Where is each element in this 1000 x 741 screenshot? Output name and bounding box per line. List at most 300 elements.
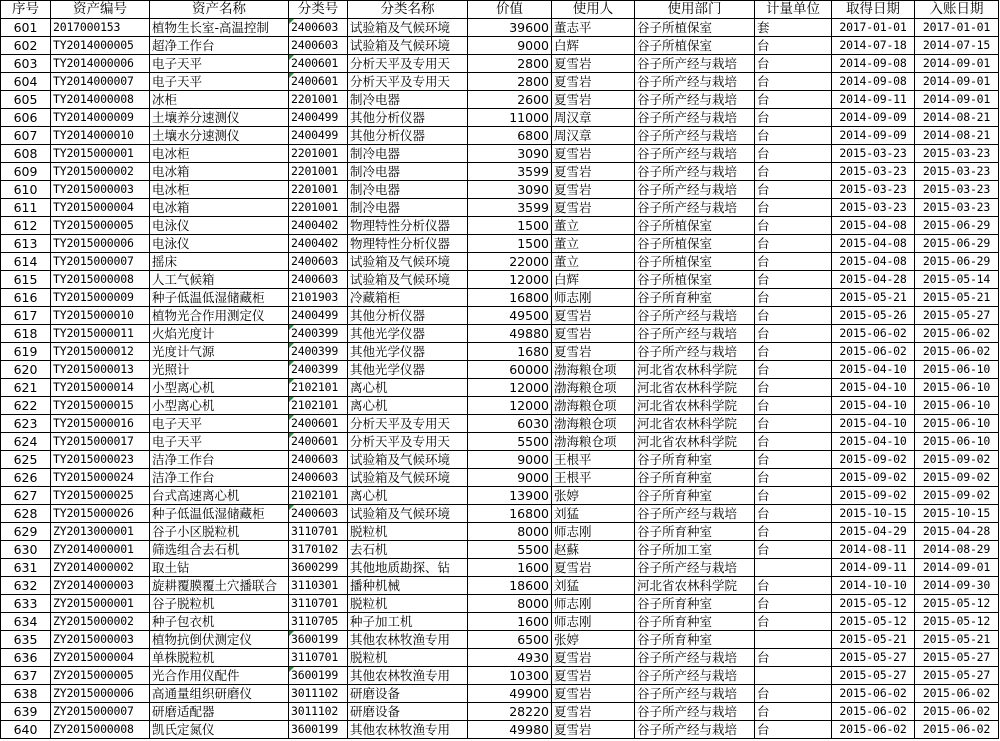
category-code-cell: 2102101 <box>289 487 348 505</box>
unit-cell: 台 <box>755 361 832 379</box>
seq-cell: 629 <box>1 523 51 541</box>
entry-date-cell: 2015-06-10 <box>915 433 999 451</box>
unit-cell: 台 <box>755 217 832 235</box>
asset-name-cell: 洁净工作台 <box>150 469 289 487</box>
asset-id-cell: TY2015000002 <box>51 163 150 181</box>
user-cell: 夏雪岩 <box>552 55 635 73</box>
header-cell: 分类号 <box>289 1 348 19</box>
category-code-cell: 3600199 <box>289 721 348 739</box>
asset-name-cell: 电泳仪 <box>150 235 289 253</box>
asset-id-cell: TY2014000008 <box>51 91 150 109</box>
value-cell: 11000 <box>468 109 552 127</box>
category-code-cell: 2201001 <box>289 199 348 217</box>
category-name-cell: 其他农林牧渔专用 <box>348 721 468 739</box>
asset-id-cell: TY2015000012 <box>51 343 150 361</box>
entry-date-cell: 2014-09-01 <box>915 55 999 73</box>
header-cell: 序号 <box>1 1 51 19</box>
table-row <box>1 181 999 199</box>
asset-name-cell: 电子天平 <box>150 415 289 433</box>
category-code-cell: 2400603 <box>289 271 348 289</box>
table-row <box>1 73 999 91</box>
value-cell: 1500 <box>468 235 552 253</box>
table-row <box>1 595 999 613</box>
department-cell: 谷子所产经与栽培 <box>635 145 755 163</box>
category-code-cell: 2400399 <box>289 325 348 343</box>
acquire-date-cell: 2015-05-27 <box>832 649 915 667</box>
header-cell: 分类名称 <box>348 1 468 19</box>
category-code-cell: 2400603 <box>289 37 348 55</box>
acquire-date-cell: 2015-06-02 <box>832 325 915 343</box>
department-cell: 谷子所产经与栽培 <box>635 505 755 523</box>
category-name-cell: 其他分析仪器 <box>348 307 468 325</box>
table-row <box>1 433 999 451</box>
asset-name-cell: 谷子小区脱粒机 <box>150 523 289 541</box>
value-cell: 6030 <box>468 415 552 433</box>
seq-cell: 623 <box>1 415 51 433</box>
asset-id-cell: TY2014000005 <box>51 37 150 55</box>
category-code-cell: 2400399 <box>289 343 348 361</box>
asset-name-cell: 旋耕覆膜覆土穴播联合 <box>150 577 289 595</box>
category-code-cell: 2400603 <box>289 253 348 271</box>
acquire-date-cell: 2015-06-02 <box>832 721 915 739</box>
asset-id-cell: TY2015000017 <box>51 433 150 451</box>
department-cell: 谷子所产经与栽培 <box>635 73 755 91</box>
user-cell: 渤海粮仓项 <box>552 379 635 397</box>
category-name-cell: 物理特性分析仪器 <box>348 235 468 253</box>
asset-name-cell: 人工气候箱 <box>150 271 289 289</box>
category-code-cell: 2201001 <box>289 145 348 163</box>
asset-id-cell: ZY2015000006 <box>51 685 150 703</box>
asset-id-cell: ZY2015000002 <box>51 613 150 631</box>
asset-name-cell: 电子天平 <box>150 433 289 451</box>
seq-cell: 611 <box>1 199 51 217</box>
user-cell: 董立 <box>552 217 635 235</box>
table-row <box>1 379 999 397</box>
header-cell: 使用部门 <box>635 1 755 19</box>
seq-cell: 638 <box>1 685 51 703</box>
seq-cell: 619 <box>1 343 51 361</box>
user-cell: 师志刚 <box>552 595 635 613</box>
category-code-cell: 3110705 <box>289 613 348 631</box>
category-name-cell: 制冷电器 <box>348 199 468 217</box>
acquire-date-cell: 2014-09-11 <box>832 559 915 577</box>
table-row <box>1 667 999 685</box>
table-row <box>1 91 999 109</box>
value-cell: 4930 <box>468 649 552 667</box>
entry-date-cell: 2015-04-28 <box>915 523 999 541</box>
unit-cell: 台 <box>755 505 832 523</box>
category-name-cell: 种子加工机 <box>348 613 468 631</box>
seq-cell: 634 <box>1 613 51 631</box>
asset-id-cell: ZY2014000003 <box>51 577 150 595</box>
department-cell: 谷子所加工室 <box>635 541 755 559</box>
seq-cell: 622 <box>1 397 51 415</box>
category-name-cell: 其他农林牧渔专用 <box>348 631 468 649</box>
department-cell: 谷子所育种室 <box>635 451 755 469</box>
category-code-cell: 2101903 <box>289 289 348 307</box>
table-row <box>1 703 999 721</box>
asset-name-cell: 谷子脱粒机 <box>150 595 289 613</box>
unit-cell: 台 <box>755 397 832 415</box>
unit-cell: 台 <box>755 271 832 289</box>
value-cell: 18600 <box>468 577 552 595</box>
category-name-cell: 试验箱及气候环境 <box>348 451 468 469</box>
user-cell: 王根平 <box>552 451 635 469</box>
user-cell: 夏雪岩 <box>552 199 635 217</box>
header-cell: 资产名称 <box>150 1 289 19</box>
value-cell: 12000 <box>468 397 552 415</box>
unit-cell: 台 <box>755 37 832 55</box>
unit-cell: 台 <box>755 343 832 361</box>
user-cell: 师志刚 <box>552 289 635 307</box>
department-cell: 河北省农林科学院 <box>635 433 755 451</box>
seq-cell: 632 <box>1 577 51 595</box>
department-cell: 河北省农林科学院 <box>635 577 755 595</box>
header-cell: 入账日期 <box>915 1 999 19</box>
table-row <box>1 721 999 739</box>
acquire-date-cell: 2014-10-10 <box>832 577 915 595</box>
value-cell: 8000 <box>468 595 552 613</box>
entry-date-cell: 2015-05-27 <box>915 649 999 667</box>
table-row <box>1 289 999 307</box>
user-cell: 夏雪岩 <box>552 91 635 109</box>
asset-id-cell: ZY2014000001 <box>51 541 150 559</box>
category-code-cell: 3110701 <box>289 523 348 541</box>
category-code-cell: 3110301 <box>289 577 348 595</box>
entry-date-cell: 2014-09-01 <box>915 73 999 91</box>
seq-cell: 604 <box>1 73 51 91</box>
value-cell: 12000 <box>468 379 552 397</box>
user-cell: 赵蘇 <box>552 541 635 559</box>
header-cell: 取得日期 <box>832 1 915 19</box>
acquire-date-cell: 2015-05-21 <box>832 631 915 649</box>
header-cell: 资产编号 <box>51 1 150 19</box>
acquire-date-cell: 2015-03-23 <box>832 199 915 217</box>
acquire-date-cell: 2015-05-27 <box>832 667 915 685</box>
table-row <box>1 577 999 595</box>
seq-cell: 618 <box>1 325 51 343</box>
seq-cell: 615 <box>1 271 51 289</box>
unit-cell: 台 <box>755 613 832 631</box>
table-row <box>1 109 999 127</box>
category-name-cell: 制冷电器 <box>348 91 468 109</box>
acquire-date-cell: 2015-04-08 <box>832 253 915 271</box>
department-cell: 谷子所产经与栽培 <box>635 685 755 703</box>
value-cell: 5500 <box>468 433 552 451</box>
entry-date-cell: 2015-09-02 <box>915 451 999 469</box>
seq-cell: 607 <box>1 127 51 145</box>
value-cell: 16800 <box>468 505 552 523</box>
unit-cell: 台 <box>755 91 832 109</box>
entry-date-cell: 2015-06-02 <box>915 325 999 343</box>
unit-cell: 套 <box>755 19 832 37</box>
category-code-cell: 3011102 <box>289 703 348 721</box>
entry-date-cell: 2015-06-10 <box>915 361 999 379</box>
value-cell: 10300 <box>468 667 552 685</box>
table-row <box>1 37 999 55</box>
department-cell: 河北省农林科学院 <box>635 415 755 433</box>
category-name-cell: 分析天平及专用天 <box>348 55 468 73</box>
category-code-cell: 2201001 <box>289 181 348 199</box>
user-cell: 刘猛 <box>552 577 635 595</box>
acquire-date-cell: 2015-06-02 <box>832 703 915 721</box>
department-cell: 谷子所植保室 <box>635 19 755 37</box>
department-cell: 谷子所产经与栽培 <box>635 667 755 685</box>
asset-id-cell: TY2014000010 <box>51 127 150 145</box>
user-cell: 夏雪岩 <box>552 649 635 667</box>
table-row <box>1 127 999 145</box>
category-name-cell: 试验箱及气候环境 <box>348 271 468 289</box>
value-cell: 2600 <box>468 91 552 109</box>
asset-name-cell: 电冰柜 <box>150 145 289 163</box>
asset-name-cell: 光度计气源 <box>150 343 289 361</box>
asset-name-cell: 电子天平 <box>150 73 289 91</box>
department-cell: 谷子所产经与栽培 <box>635 127 755 145</box>
category-name-cell: 制冷电器 <box>348 145 468 163</box>
asset-name-cell: 取土钻 <box>150 559 289 577</box>
entry-date-cell: 2015-03-23 <box>915 163 999 181</box>
value-cell: 6800 <box>468 127 552 145</box>
user-cell: 董志平 <box>552 19 635 37</box>
entry-date-cell: 2015-05-14 <box>915 271 999 289</box>
unit-cell: 台 <box>755 469 832 487</box>
acquire-date-cell: 2014-08-11 <box>832 541 915 559</box>
user-cell: 张婷 <box>552 487 635 505</box>
entry-date-cell: 2014-08-21 <box>915 127 999 145</box>
category-code-cell: 2400499 <box>289 127 348 145</box>
user-cell: 夏雪岩 <box>552 163 635 181</box>
unit-cell: 台 <box>755 415 832 433</box>
department-cell: 谷子所育种室 <box>635 631 755 649</box>
acquire-date-cell: 2015-04-10 <box>832 379 915 397</box>
category-code-cell: 2201001 <box>289 163 348 181</box>
acquire-date-cell: 2015-04-29 <box>832 523 915 541</box>
entry-date-cell: 2015-06-10 <box>915 397 999 415</box>
asset-name-cell: 火焰光度计 <box>150 325 289 343</box>
value-cell: 3090 <box>468 181 552 199</box>
category-code-cell: 2102101 <box>289 397 348 415</box>
entry-date-cell: 2015-03-23 <box>915 199 999 217</box>
asset-name-cell: 种子低温低湿储藏柜 <box>150 505 289 523</box>
seq-cell: 630 <box>1 541 51 559</box>
acquire-date-cell: 2014-07-18 <box>832 37 915 55</box>
asset-name-cell: 小型离心机 <box>150 379 289 397</box>
asset-name-cell: 植物生长室-高温控制 <box>150 19 289 37</box>
asset-name-cell: 冰柜 <box>150 91 289 109</box>
asset-name-cell: 摇床 <box>150 253 289 271</box>
seq-cell: 631 <box>1 559 51 577</box>
user-cell: 渤海粮仓项 <box>552 415 635 433</box>
asset-name-cell: 电泳仪 <box>150 217 289 235</box>
table-row <box>1 541 999 559</box>
asset-id-cell: TY2015000023 <box>51 451 150 469</box>
seq-cell: 640 <box>1 721 51 739</box>
acquire-date-cell: 2015-04-28 <box>832 271 915 289</box>
user-cell: 刘猛 <box>552 505 635 523</box>
table-row <box>1 55 999 73</box>
asset-id-cell: TY2015000025 <box>51 487 150 505</box>
entry-date-cell: 2014-09-01 <box>915 559 999 577</box>
category-code-cell: 2400603 <box>289 451 348 469</box>
seq-cell: 639 <box>1 703 51 721</box>
department-cell: 谷子所产经与栽培 <box>635 559 755 577</box>
category-code-cell: 2400601 <box>289 415 348 433</box>
table-row <box>1 325 999 343</box>
header-cell: 计量单位 <box>755 1 832 19</box>
asset-id-cell: TY2015000014 <box>51 379 150 397</box>
category-name-cell: 脱粒机 <box>348 523 468 541</box>
value-cell: 2800 <box>468 73 552 91</box>
unit-cell <box>755 559 832 577</box>
table-row <box>1 307 999 325</box>
entry-date-cell: 2015-06-02 <box>915 343 999 361</box>
asset-id-cell: TY2015000024 <box>51 469 150 487</box>
value-cell: 6500 <box>468 631 552 649</box>
asset-name-cell: 电子天平 <box>150 55 289 73</box>
asset-name-cell: 小型离心机 <box>150 397 289 415</box>
table-row <box>1 631 999 649</box>
entry-date-cell: 2015-06-02 <box>915 685 999 703</box>
unit-cell: 台 <box>755 199 832 217</box>
department-cell: 谷子所产经与栽培 <box>635 91 755 109</box>
user-cell: 夏雪岩 <box>552 73 635 91</box>
value-cell: 1600 <box>468 559 552 577</box>
entry-date-cell: 2015-06-29 <box>915 217 999 235</box>
entry-date-cell: 2015-06-02 <box>915 703 999 721</box>
asset-name-cell: 电冰箱 <box>150 199 289 217</box>
asset-id-cell: TY2015000016 <box>51 415 150 433</box>
category-code-cell: 3600199 <box>289 667 348 685</box>
value-cell: 3090 <box>468 145 552 163</box>
category-name-cell: 冷藏箱柜 <box>348 289 468 307</box>
unit-cell: 台 <box>755 649 832 667</box>
department-cell: 谷子所产经与栽培 <box>635 307 755 325</box>
value-cell: 1500 <box>468 217 552 235</box>
acquire-date-cell: 2014-09-11 <box>832 91 915 109</box>
category-name-cell: 试验箱及气候环境 <box>348 19 468 37</box>
category-code-cell: 2102101 <box>289 379 348 397</box>
value-cell: 3599 <box>468 163 552 181</box>
category-name-cell: 试验箱及气候环境 <box>348 253 468 271</box>
category-name-cell: 其他光学仪器 <box>348 343 468 361</box>
asset-id-cell: TY2014000007 <box>51 73 150 91</box>
category-name-cell: 其他分析仪器 <box>348 127 468 145</box>
asset-id-cell: TY2015000007 <box>51 253 150 271</box>
table-row <box>1 145 999 163</box>
unit-cell: 台 <box>755 181 832 199</box>
seq-cell: 635 <box>1 631 51 649</box>
category-code-cell: 3170102 <box>289 541 348 559</box>
asset-name-cell: 种子包衣机 <box>150 613 289 631</box>
seq-cell: 625 <box>1 451 51 469</box>
seq-cell: 603 <box>1 55 51 73</box>
entry-date-cell: 2014-07-15 <box>915 37 999 55</box>
asset-id-cell: ZY2015000004 <box>51 649 150 667</box>
department-cell: 谷子所育种室 <box>635 487 755 505</box>
department-cell: 谷子所产经与栽培 <box>635 721 755 739</box>
entry-date-cell: 2014-08-29 <box>915 541 999 559</box>
department-cell: 谷子所育种室 <box>635 289 755 307</box>
user-cell: 周汉章 <box>552 109 635 127</box>
category-code-cell: 2400402 <box>289 235 348 253</box>
department-cell: 谷子所育种室 <box>635 469 755 487</box>
table-row <box>1 361 999 379</box>
department-cell: 河北省农林科学院 <box>635 361 755 379</box>
table-row <box>1 253 999 271</box>
entry-date-cell: 2015-05-27 <box>915 667 999 685</box>
acquire-date-cell: 2017-01-01 <box>832 19 915 37</box>
category-name-cell: 研磨设备 <box>348 703 468 721</box>
category-name-cell: 去石机 <box>348 541 468 559</box>
category-code-cell: 2400603 <box>289 19 348 37</box>
entry-date-cell: 2015-03-23 <box>915 181 999 199</box>
category-code-cell: 2400499 <box>289 307 348 325</box>
asset-id-cell: ZY2014000002 <box>51 559 150 577</box>
asset-name-cell: 光合作用仪配件 <box>150 667 289 685</box>
entry-date-cell: 2017-01-01 <box>915 19 999 37</box>
category-name-cell: 研磨设备 <box>348 685 468 703</box>
seq-cell: 602 <box>1 37 51 55</box>
acquire-date-cell: 2015-10-15 <box>832 505 915 523</box>
unit-cell: 台 <box>755 307 832 325</box>
user-cell: 师志刚 <box>552 523 635 541</box>
asset-name-cell: 超净工作台 <box>150 37 289 55</box>
seq-cell: 616 <box>1 289 51 307</box>
seq-cell: 617 <box>1 307 51 325</box>
seq-cell: 624 <box>1 433 51 451</box>
header-cell: 使用人 <box>552 1 635 19</box>
category-name-cell: 其他光学仪器 <box>348 325 468 343</box>
asset-id-cell: TY2014000009 <box>51 109 150 127</box>
user-cell: 夏雪岩 <box>552 703 635 721</box>
unit-cell <box>755 667 832 685</box>
table-row <box>1 685 999 703</box>
asset-name-cell: 高通量组织研磨仪 <box>150 685 289 703</box>
category-name-cell: 脱粒机 <box>348 649 468 667</box>
table-row <box>1 217 999 235</box>
asset-id-cell: TY2015000001 <box>51 145 150 163</box>
category-code-cell: 2400601 <box>289 433 348 451</box>
table-row <box>1 505 999 523</box>
acquire-date-cell: 2015-04-10 <box>832 415 915 433</box>
unit-cell: 台 <box>755 721 832 739</box>
asset-name-cell: 土壤水分速测仪 <box>150 127 289 145</box>
entry-date-cell: 2015-09-02 <box>915 487 999 505</box>
seq-cell: 636 <box>1 649 51 667</box>
department-cell: 谷子所植保室 <box>635 235 755 253</box>
category-code-cell: 2400399 <box>289 361 348 379</box>
asset-id-cell: TY2014000006 <box>51 55 150 73</box>
asset-name-cell: 植物抗倒伏测定仪 <box>150 631 289 649</box>
acquire-date-cell: 2014-09-08 <box>832 55 915 73</box>
table-row <box>1 523 999 541</box>
entry-date-cell: 2015-05-12 <box>915 613 999 631</box>
header-row <box>1 1 999 19</box>
category-name-cell: 试验箱及气候环境 <box>348 37 468 55</box>
department-cell: 谷子所产经与栽培 <box>635 109 755 127</box>
table-row <box>1 235 999 253</box>
acquire-date-cell: 2015-05-26 <box>832 307 915 325</box>
acquire-date-cell: 2015-09-02 <box>832 469 915 487</box>
asset-id-cell: TY2015000009 <box>51 289 150 307</box>
category-code-cell: 3110701 <box>289 595 348 613</box>
entry-date-cell: 2015-10-15 <box>915 505 999 523</box>
value-cell: 28220 <box>468 703 552 721</box>
value-cell: 49880 <box>468 325 552 343</box>
category-code-cell: 3600299 <box>289 559 348 577</box>
user-cell: 夏雪岩 <box>552 325 635 343</box>
unit-cell: 台 <box>755 325 832 343</box>
